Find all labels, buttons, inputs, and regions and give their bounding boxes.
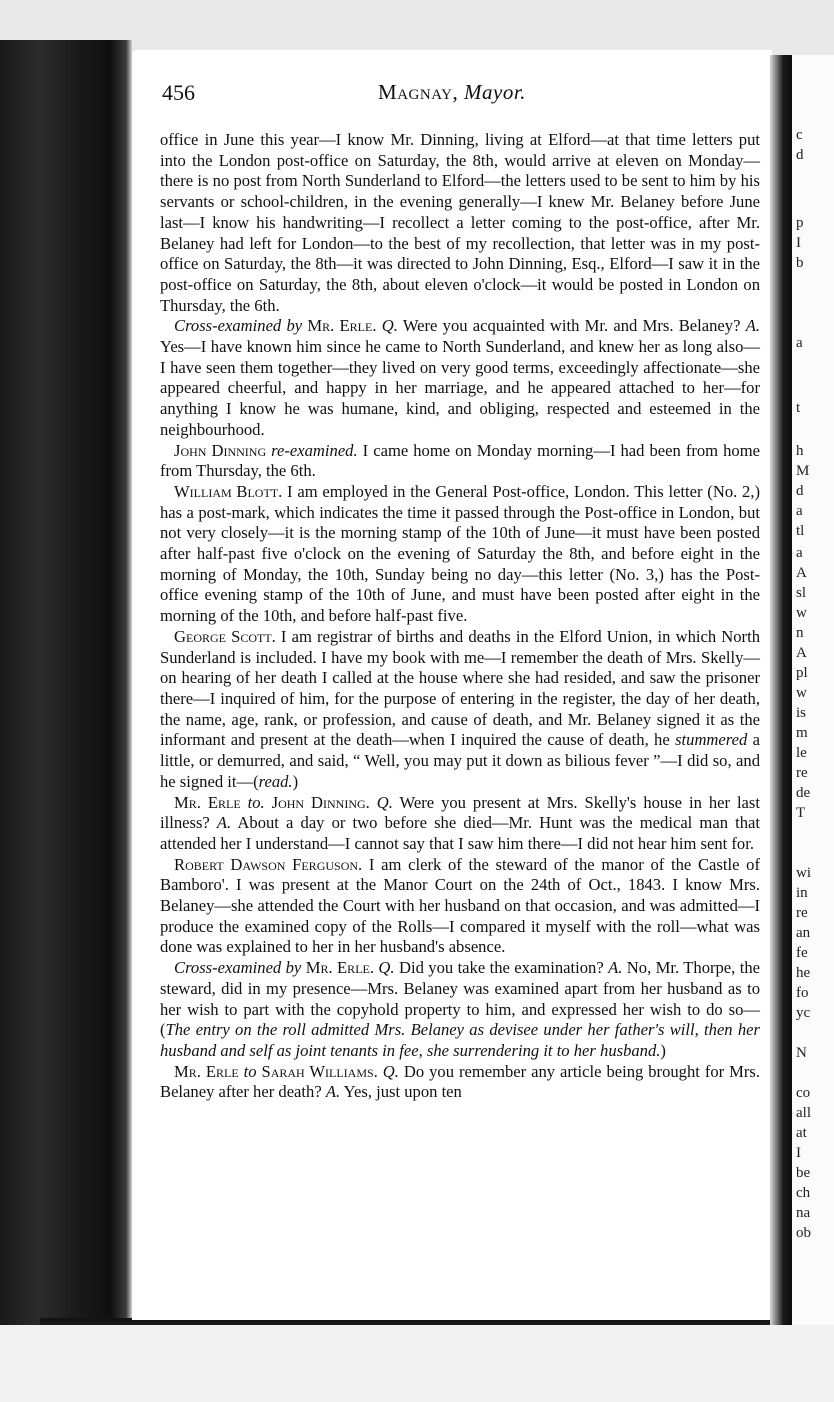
book-page: [132, 50, 772, 1320]
text-run: Mr. Erle.: [307, 316, 377, 336]
text-run: John Dinning.: [271, 792, 370, 812]
text-run: Q.: [378, 958, 395, 978]
next-page-fragment: pl: [796, 665, 808, 681]
scan-background-bottom: [0, 1325, 834, 1402]
next-page-fragment: p: [796, 215, 804, 231]
next-page-fragment: a: [796, 545, 803, 561]
text-run: Q.: [376, 792, 393, 812]
text-run: Mr. Erle.: [305, 958, 374, 978]
next-page-fragment: de: [796, 785, 811, 801]
text-run: read.: [258, 771, 293, 791]
paragraph: [160, 441, 760, 482]
next-page-fragment: h: [796, 443, 804, 459]
text-run: a little, or demurred, and said, “ Well, you may put it down as bilious fever ”—I did so, and he signed it—(: [160, 730, 760, 791]
next-page-edge: [792, 55, 834, 1325]
next-page-fragment: le: [796, 745, 807, 761]
next-page-fragment: w: [796, 605, 807, 621]
text-run: Did you take the examination?: [394, 958, 609, 978]
text-run: office in June this year—I know Mr. Dinning, living at Elford—at that time letters put into the London post-office on Saturday, the 8th, would arrive at eleven on Monday—there is no post from North Sunderland to Elford—the letters used to be sent to him by his servants or school-children, in the evening generally—I knew Mr. Belaney before June last—I know his handwriting—I recollect a letter coming to the post-office, after Mr. Belaney had left for London—to the best of my recollection, that letter was in my post-office on Saturday, the 8th—it was directed to John Dinning, Esq., Elford—I saw it in the post-office on Saturday, the 8th, about eleven o'clock—it would be posted in London on Thursday, the 6th.: [160, 130, 760, 315]
book-binding-left: [0, 40, 132, 1330]
next-page-fragment: fe: [796, 945, 808, 961]
text-run: to: [243, 1061, 257, 1081]
next-page-fragment: n: [796, 625, 804, 641]
running-head-name: Magnay,: [378, 80, 459, 104]
text-run: Robert Dawson Ferguson.: [174, 854, 363, 874]
next-page-fragment: T: [796, 805, 806, 821]
paragraph: [160, 958, 760, 1062]
next-page-fragment: na: [796, 1205, 811, 1221]
next-page-fragment: t: [796, 400, 801, 416]
next-page-fragment: re: [796, 905, 808, 921]
paragraph: [160, 316, 760, 440]
text-run: William Blott.: [174, 481, 283, 501]
text-run: A.: [325, 1082, 341, 1102]
running-head-title: Mayor.: [464, 80, 526, 104]
text-run: ): [292, 771, 299, 791]
text-run: Were you present at Mrs. Skelly's house in her last illness?: [160, 792, 760, 833]
next-page-fragment: re: [796, 765, 808, 781]
next-page-fragment: d: [796, 147, 804, 163]
text-run: A.: [745, 316, 760, 336]
text-run: Yes, just upon ten: [340, 1082, 462, 1102]
text-run: [265, 793, 272, 812]
paragraph: [160, 793, 760, 855]
text-run: Yes—I have known him since he came to North Sunderland, and knew her as long also—I have seen them together—they lived on very good terms, exceedingly affectionate—she appeared cheerful, and happy in her marriage, and he appeared attached to her—for anything I know he was humane, kind, and obliging, respected and esteemed in the neighbourhood.: [160, 337, 760, 439]
text-run: John Dinning: [174, 440, 267, 460]
next-page-fragment: yc: [796, 1005, 811, 1021]
text-run: A.: [216, 813, 232, 833]
text-run: stummered: [675, 730, 748, 750]
text-run: Were you acquainted with Mr. and Mrs. Belaney?: [397, 316, 746, 336]
text-run: [241, 793, 248, 812]
next-page-fragment: is: [796, 705, 807, 721]
text-run: Q.: [381, 316, 398, 336]
next-page-fragment: m: [796, 725, 808, 741]
next-page-fragment: wi: [796, 865, 811, 881]
text-run: re-examined.: [271, 440, 358, 460]
text-run: A.: [608, 958, 623, 978]
next-page-fragment: w: [796, 685, 807, 701]
text-run: George Scott.: [174, 626, 276, 646]
next-page-fragment: at: [796, 1125, 807, 1141]
book-gutter-right: [770, 55, 792, 1325]
next-page-fragment: b: [796, 255, 804, 271]
next-page-fragment: A: [796, 565, 807, 581]
paragraph: [160, 482, 760, 627]
next-page-fragment: all: [796, 1105, 811, 1121]
next-page-fragment: M: [796, 463, 810, 479]
next-page-fragment: in: [796, 885, 808, 901]
text-run: I came home on Monday morning—I had been from home from Thursday, the 6th.: [160, 440, 760, 481]
text-run: [370, 793, 377, 812]
next-page-fragment: I: [796, 1145, 801, 1161]
page-number: 456: [162, 80, 195, 105]
text-run: I am employed in the General Post-office, London. This letter (No. 2,) has a post-mark, which indicates the time it passed through the Post-office in London, but not very closely—it is the morning stamp of the 10th of June—it must have been posted after half-past five o'clock on the evening of Saturday the 8th, and before eight in the morning of Monday, the 10th, Sunday being no day—this letter (No. 3,) has the Post-office evening stamp of the 10th of June, and must have been posted after eight in the morning of the 10th, and before half-past five.: [160, 481, 760, 626]
next-page-fragment: tl: [796, 523, 805, 539]
next-page-fragment: A: [796, 645, 807, 661]
next-page-fragment: co: [796, 1085, 811, 1101]
next-page-fragment: d: [796, 483, 804, 499]
text-run: ): [660, 1040, 666, 1060]
text-run: Mr. Erle: [174, 792, 241, 812]
next-page-fragment: N: [796, 1045, 807, 1061]
text-run: Cross-examined by: [174, 316, 303, 336]
running-head: [132, 80, 772, 105]
text-run: I am clerk of the steward of the manor of the Castle of Bamboro'. I was present at the Manor Court on the 24th of Oct., 1843. I know Mrs. Belaney—she attended the Court with her husband on that occasion, and was admitted—I produce the examined copy of the Rolls—I compared it myself with the roll—what was done was explained to her in her husband's absence.: [160, 854, 760, 957]
text-run: Mr. Erle: [174, 1061, 239, 1081]
next-page-fragment: sl: [796, 585, 807, 601]
text-run: Q.: [382, 1061, 399, 1081]
next-page-fragment: ob: [796, 1225, 811, 1241]
next-page-fragment: fo: [796, 985, 809, 1001]
paragraph: [160, 855, 760, 959]
paragraph: [160, 130, 760, 316]
text-run: Do you remember any article being brought for Mrs. Belaney after her death?: [160, 1061, 760, 1102]
text-run: Sarah Williams.: [261, 1061, 378, 1081]
paragraph: [160, 627, 760, 793]
next-page-fragment: ch: [796, 1185, 811, 1201]
body-text: [160, 130, 760, 1103]
text-run: The entry on the roll admitted Mrs. Belaney as devisee under her father's will, then her husband and self as joint tenants in fee, she surrendering it to her husband.: [160, 1020, 760, 1060]
next-page-fragment: be: [796, 1165, 811, 1181]
next-page-fragment: a: [796, 335, 803, 351]
next-page-fragment: a: [796, 503, 803, 519]
next-page-fragment: an: [796, 925, 811, 941]
next-page-fragment: c: [796, 127, 803, 143]
next-page-fragment: I: [796, 235, 801, 251]
paragraph: [160, 1062, 760, 1103]
text-run: No, Mr. Thorpe, the steward, did in my presence—Mrs. Belaney was examined apart from her husband as to her wish to part with the copyhold property to him, and expressed her wish to do so—(: [160, 958, 761, 1040]
text-run: About a day or two before she died—Mr. Hunt was the medical man that attended her I understand—I cannot say that I saw him there—I did not hear him sent for.: [160, 813, 761, 853]
text-run: to.: [247, 792, 265, 812]
next-page-fragment: he: [796, 965, 811, 981]
text-run: I am registrar of births and deaths in the Elford Union, in which North Sunderland is included. I have my book with me—I remember the death of Mrs. Skelly—on hearing of her death I called at the house where she had resided, and saw the prisoner there—I inquired of him, for the purpose of entering in the register, the day of her death, the name, age, rank, or profession, and cause of death, and Mr. Belaney signed it as the informant and present at the death—when I inquired the cause of death, he: [160, 626, 760, 750]
text-run: Cross-examined by: [174, 958, 302, 978]
